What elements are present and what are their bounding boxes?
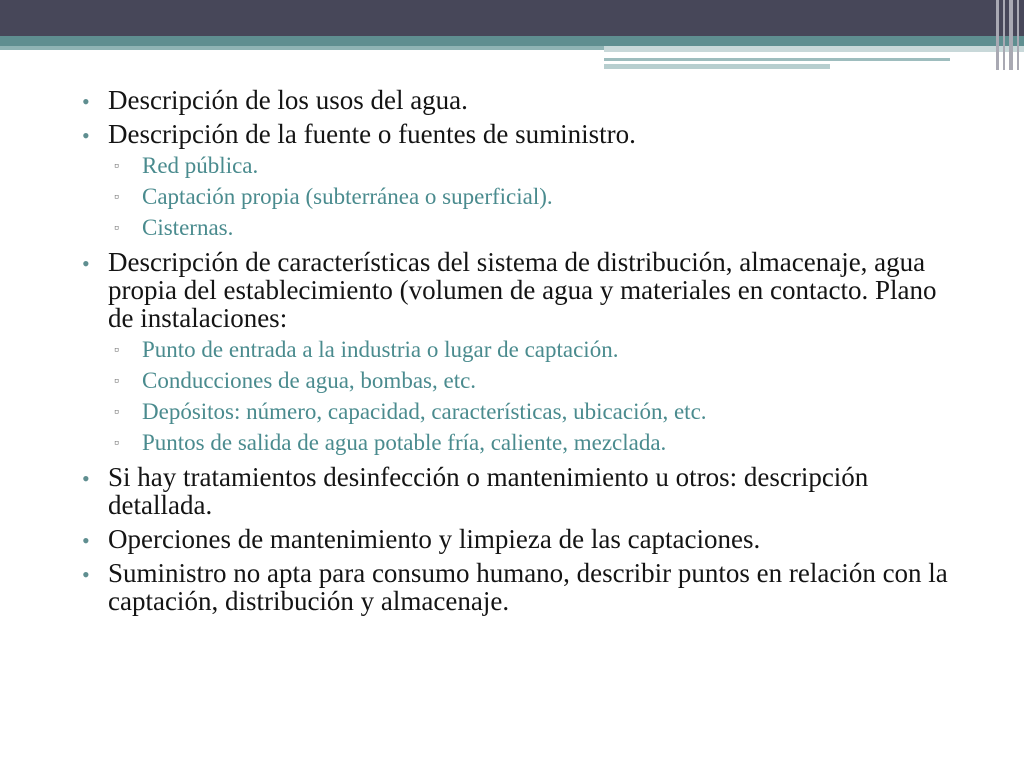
decor-edge-lines: [994, 0, 1024, 70]
sub-list-item: [108, 367, 958, 395]
square-bullet-icon: ▫: [114, 159, 119, 174]
sub-list-item: [108, 152, 958, 180]
header-bar: [0, 0, 1024, 36]
sub-list-item: [108, 336, 958, 364]
square-bullet-icon: ▫: [114, 374, 119, 389]
sub-list: [108, 336, 958, 457]
square-bullet-icon: ▫: [114, 436, 119, 451]
sub-list-item-text: Conducciones de agua, bombas, etc.: [142, 368, 477, 393]
bullet-list: [78, 86, 958, 615]
decor-stripe: [604, 46, 1024, 52]
sub-list-item-text: Red pública.: [142, 153, 259, 178]
square-bullet-icon: ▫: [114, 190, 119, 205]
sub-list-item-text: Punto de entrada a la industria o lugar de captación.: [142, 337, 619, 362]
sub-list-item-text: Depósitos: número, capacidad, características, ubicación, etc.: [142, 399, 707, 424]
list-item-text: Descripción de los usos del agua.: [108, 85, 468, 115]
list-item: [78, 248, 958, 457]
sub-list-item: [108, 398, 958, 426]
bullet-icon: •: [82, 251, 90, 276]
square-bullet-icon: ▫: [114, 221, 119, 236]
accent-band: [0, 36, 1024, 46]
square-bullet-icon: ▫: [114, 405, 119, 420]
sub-list-item: [108, 429, 958, 457]
bullet-icon: •: [82, 466, 90, 491]
list-item-text: Operciones de mantenimiento y limpieza de las captaciones.: [108, 524, 761, 554]
list-item: [78, 559, 958, 615]
accent-line: [0, 46, 604, 50]
bullet-icon: •: [82, 562, 90, 587]
bullet-icon: •: [82, 123, 90, 148]
list-item: [78, 525, 958, 553]
sub-list: [108, 152, 958, 242]
list-item-text: Suministro no apta para consumo humano, describir puntos en relación con la captación, distribución y almacenaje.: [108, 558, 948, 616]
sub-list-item-text: Cisternas.: [142, 215, 234, 240]
sub-list-item-text: Captación propia (subterránea o superficial).: [142, 184, 553, 209]
sub-list-item: [108, 214, 958, 242]
list-item: [78, 86, 958, 114]
sub-list-item-text: Puntos de salida de agua potable fría, caliente, mezclada.: [142, 430, 667, 455]
decor-stripe: [604, 58, 950, 61]
list-item: [78, 463, 958, 519]
square-bullet-icon: ▫: [114, 343, 119, 358]
bullet-icon: •: [82, 89, 90, 114]
list-item: [78, 120, 958, 242]
list-item-text: Descripción de la fuente o fuentes de suministro.: [108, 119, 636, 149]
slide-body: [78, 86, 958, 621]
sub-list-item: [108, 183, 958, 211]
list-item-text: Descripción de características del sistema de distribución, almacenaje, agua propia del establecimiento (volumen de agua y materiales en contacto. Plano de instalaciones:: [108, 247, 937, 333]
list-item-text: Si hay tratamientos desinfección o mantenimiento u otros: descripción detallada.: [108, 462, 869, 520]
decor-stripe: [604, 64, 830, 69]
bullet-icon: •: [82, 528, 90, 553]
